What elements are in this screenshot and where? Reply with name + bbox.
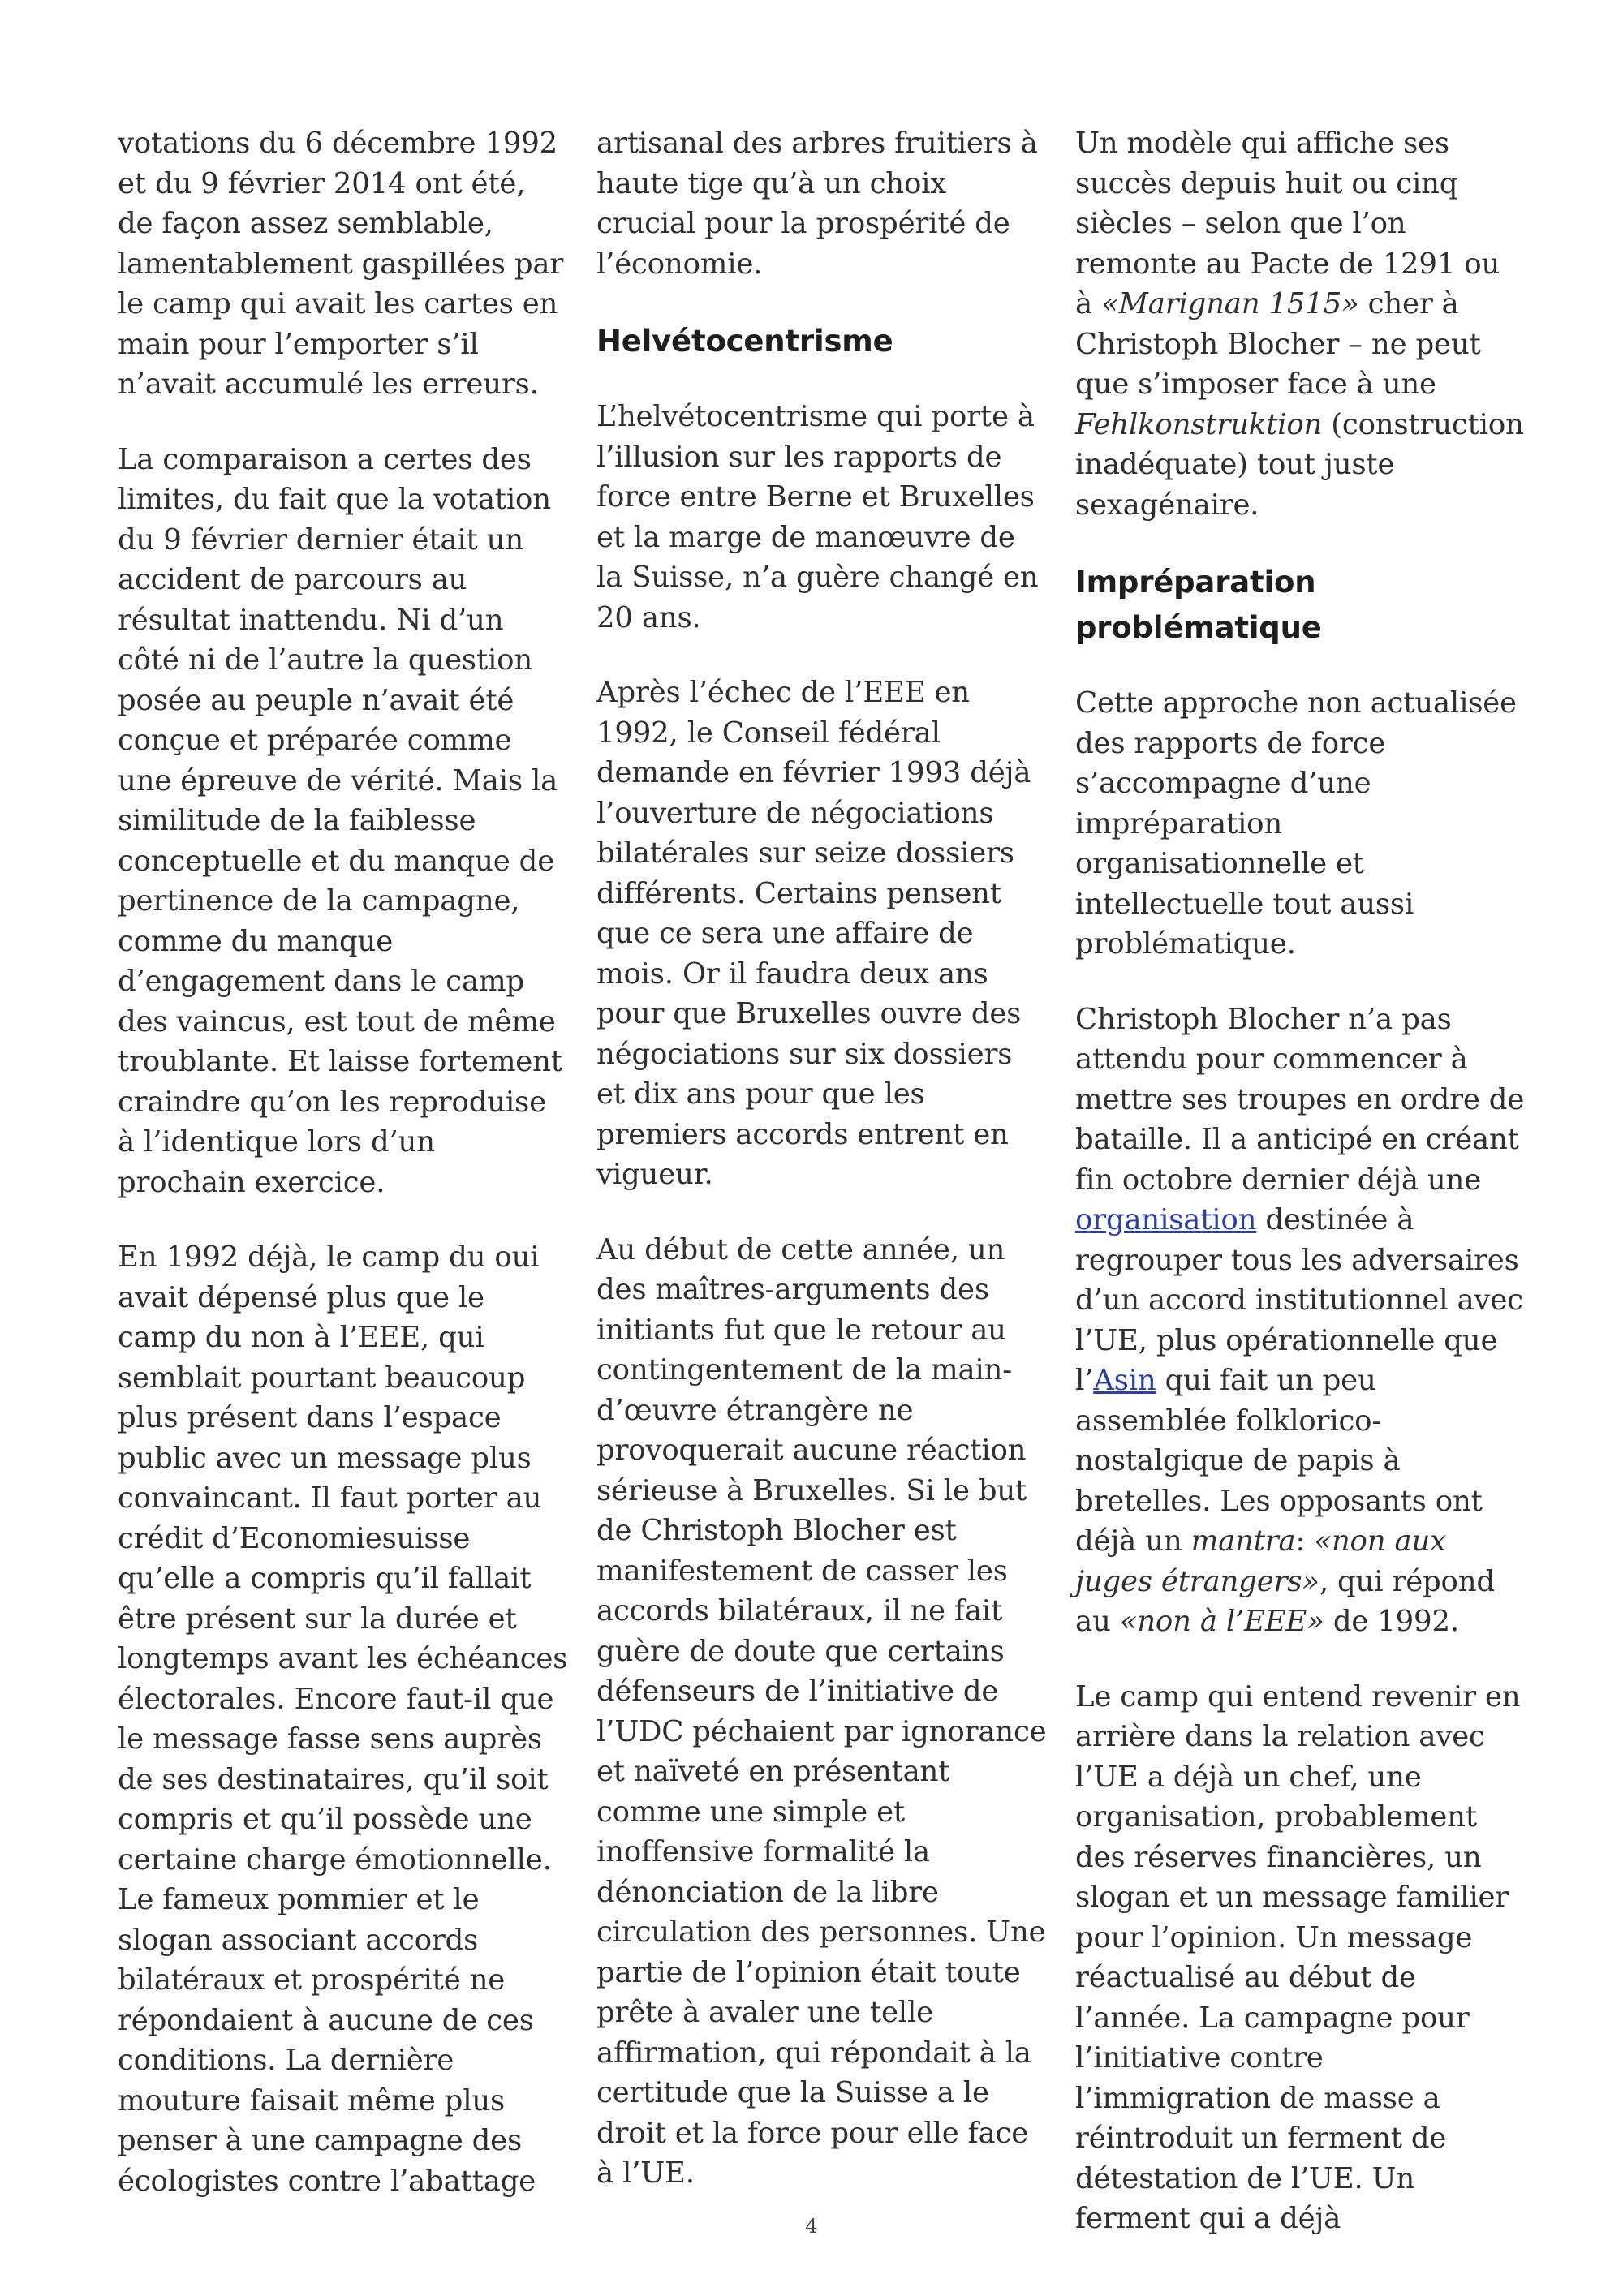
paragraph: votations du 6 décembre 1992 et du 9 février 2014 ont été, de façon assez semblable, lamentablement gaspillées par le camp qui avait les cartes en main pour l’emporter s’il n’avait accumulé les erreurs. <box>118 127 564 401</box>
italic-quote: «non à l’EEE» <box>1119 1605 1324 1638</box>
paragraph: La comparaison a certes des limites, du fait que la votation du 9 février dernier était un accident de parcours au résultat inattendu. Ni d’un côté ni de l’autre la question posée au peuple n’avait été conçue et préparée comme une épreuve de vérité. Mais la similitude de la faiblesse conceptuelle et du manque de pertinence de la campagne, comme du manque d’engagement dans le camp des vaincus, est tout de même troublante. Et laisse fortement craindre qu’on les reproduise à l’identique lors d’un prochain exercice. <box>118 442 562 1199</box>
paragraph: L’helvétocentrisme qui porte à l’illusion sur les rapports de force entre Berne et Bruxelles et la marge de manœuvre de la Suisse, n’a guère changé en 20 ans. <box>596 400 1039 634</box>
paragraph: Au début de cette année, un des maîtres-arguments des initiants fut que le retour au contingentement de la main-d’œuvre étrangère ne provoquerait aucune réaction sérieuse à Bruxelles. Si le but de Christoph Blocher est manifestement de casser les accords bilatéraux, il ne fait guère de doute que certains défenseurs de l’initiative de l’UDC péchaient par ignorance et naïveté en présentant comme une simple et inoffensive formalité la dénonciation de la libre circulation des personnes. Une partie de l’opinion était toute prête à avaler une telle affirmation, qui répondait à la certitude que la Suisse a le droit et la force pour elle face à l’UE. <box>596 1232 1047 2190</box>
paragraph <box>1075 123 1526 525</box>
text-run: (construction inadéquate) tout juste sexagénaire. <box>1075 407 1524 522</box>
paragraph <box>1075 1000 1526 1642</box>
italic-term: mantra <box>1190 1524 1296 1558</box>
text-run: qui fait un peu assemblée folklorico-nostalgique de papis à bretelles. Les opposants ont déjà un <box>1075 1364 1483 1558</box>
paragraph: En 1992 déjà, le camp du oui avait dépensé plus que le camp du non à l’EEE, qui semblait pourtant beaucoup plus présent dans l’espace public avec un message plus convaincant. Il faut porter au crédit d’Economiesuisse qu’elle a compris qu’il fallait être présent sur la durée et longtemps avant les échéances électorales. Encore faut-il que le message fasse sens auprès de ses destinataires, qu’il soit compris et qu’il possède une certaine charge émotionnelle. Le fameux pommier et le slogan associant accords bilatéraux et prospérité ne répondaient à aucune de ces conditions. La dernière mouture faisait même plus penser à une campagne des écologistes contre l’abattage <box>118 1240 568 2198</box>
text-run: Christoph Blocher n’a pas attendu pour commencer à mettre ses troupes en ordre de bataille. Il a anticipé en créant fin octobre dernier déjà une <box>1075 1002 1525 1197</box>
paragraph: Cette approche non actualisée des rapports de force s’accompagne d’une impréparation organisationnelle et intellectuelle tout aussi problématique. <box>1075 686 1517 961</box>
text-column-2 <box>596 123 1047 2229</box>
text-run: : <box>1295 1524 1315 1558</box>
text-column-3 <box>1075 123 1526 2274</box>
text-run: cher à Christoph Blocher – ne peut que s’imposer face à une <box>1075 287 1481 401</box>
text-run: , qui répond au <box>1075 1564 1495 1638</box>
text-run: destinée à regrouper tous les adversaires d’un accord institutionnel avec l’UE, plus opérationnelle que l’ <box>1075 1203 1523 1397</box>
asin-link[interactable]: Asin <box>1093 1364 1156 1397</box>
section-heading-impreparation: Impréparation problématique <box>1075 565 1322 645</box>
italic-quote: «non aux juges étrangers» <box>1075 1524 1446 1598</box>
section-heading-helvetocentrisme: Helvétocentrisme <box>596 324 893 359</box>
text-column-1 <box>118 123 568 2236</box>
italic-quote: «Marignan 1515» <box>1101 287 1359 320</box>
text-run: de 1992. <box>1324 1605 1459 1638</box>
organisation-link[interactable]: organisation <box>1075 1203 1257 1236</box>
paragraph: Après l’échec de l’EEE en 1992, le Conseil fédéral demande en février 1993 déjà l’ouverture de négociations bilatérales sur seize dossiers différents. Certains pensent que ce sera une affaire de mois. Or il faudra deux ans pour que Bruxelles ouvre des négociations sur six dossiers et dix ans pour que les premiers accords entrent en vigueur. <box>596 676 1031 1191</box>
paragraph: Le camp qui entend revenir en arrière dans la relation avec l’UE a déjà un chef, une organisation, probablement des réserves financières, un slogan et un message familier pour l’opinion. Un message réactualisé au début de l’année. La campagne pour l’initiative contre l’immigration de masse a réintroduit un ferment de détestation de l’UE. Un ferment qui a déjà <box>1075 1679 1521 2235</box>
page-number: 4 <box>805 2215 818 2238</box>
text-run: Un modèle qui affiche ses succès depuis huit ou cinq siècles – selon que l’on remonte au Pacte de 1291 ou à <box>1075 127 1500 320</box>
paragraph: artisanal des arbres fruitiers à haute tige qu’à un choix crucial pour la prospérité de l’économie. <box>596 127 1038 281</box>
italic-term: Fehlkonstruktion <box>1075 407 1323 441</box>
